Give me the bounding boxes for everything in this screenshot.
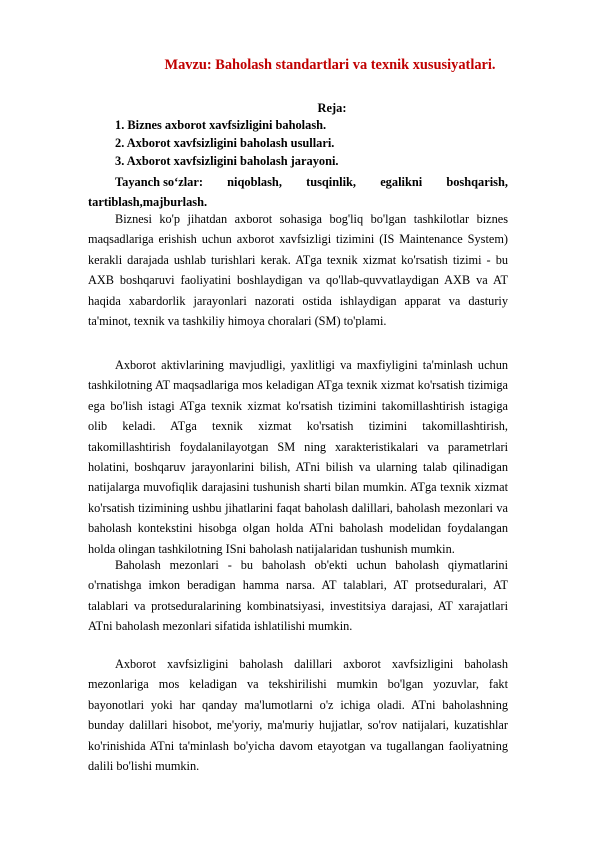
body-paragraph: Axborot aktivlarining mavjudligi, yaxlitligi va maxfiyligini ta'minlash uchun tashkilotning AT maqsadlariga mos keladigan ATga texnik xizmat ko'rsatish tizimiga ega bo'lish istagi ATga texnik xizmat ko'rsatish tizimini takomillashtirish istagiga olib keladi. ATga texnik xizmat ko'rsatish tizimini takomillashtirish, takomillashtirish foydalanilayotgan SM ning xarakteristikalari va parametrlari holatini, boshqaruv jarayonlarini bilish, ATni bilish va ularning talab qilinadigan natijalarga muvofiqlik darajasini tushunish sharti bilan mumkin. ATga texnik xizmat ko'rsatish tizimining ushbu jihatlarini faqat baholash dalillari, baholash mezonlari va baholash kontekstini hisobga olgan holda ATni baholash modelidan foydalangan holda olingan tashkilotning ISni baholash natijalaridan tushunish mumkin. [88, 358, 508, 556]
keyword: niqoblash, [227, 175, 282, 189]
keywords-block [88, 172, 508, 212]
plan-item: 3. Axborot xavfsizligini baholash jarayoni. [115, 154, 339, 168]
plan-item: 1. Biznes axborot xavfsizligini baholash. [115, 118, 327, 132]
page-title: Mavzu: Baholash standartlari va texnik xususiyatlari. [164, 57, 496, 73]
plan-heading: Reja: [317, 101, 347, 115]
body-paragraph: Biznesi ko'p jihatdan axborot sohasiga bog'liq bo'lgan tashkilotlar biznes maqsadlariga erishish uchun axborot xavfsizligi tizimini (IS Maintenance System) kerakli darajada ushlab turishlari kerak. ATga texnik xizmat ko'rsatish tizimi - bu AXB boshqaruvi faoliyatini boshlaydigan va qo'llab-quvvatlaydigan AXB va AT haqida xabardorlik jarayonlari nazorati ostida ishlaydigan apparat va dasturiy ta'minot, texnik va tashkiliy himoya choralari (SM) to'plami. [88, 212, 508, 329]
keywords-line: tartiblash,majburlash. [88, 195, 208, 209]
plan-item: 2. Axborot xavfsizligini baholash usullari. [115, 136, 335, 150]
keyword: boshqarish, [446, 175, 508, 189]
body-paragraph: Baholash mezonlari - bu baholash ob'ekti uchun baholash qiymatlarini o'rnatishga imkon beradigan hamma narsa. AT talablari, AT protseduralari, AT talablari va protseduralarining kombinatsiyasi, investitsiya darajasi, AT xarajatlari ATni baholash mezonlari sifatida ishlatilishi mumkin. [88, 558, 508, 634]
body-paragraph: Axborot xavfsizligini baholash dalillari axborot xavfsizligini baholash mezonlariga mos keladigan va tekshirilishi mumkin bo'lgan yozuvlar, fakt bayonotlari yoki har qanday ma'lumotlarni o'z ichiga oladi. ATni baholashning bunday dalillari hisobot, me'yoriy, ma'muriy hujjatlar, so'rov natijalari, kuzatishlar ko'rinishida ATni ta'minlash bo'yicha davom etayotgan va tugallangan faoliyatning dalili bo'lishi mumkin. [88, 657, 508, 774]
keywords-label: Tayanch so‘zlar: [115, 175, 203, 189]
keywords-line [88, 172, 508, 192]
keyword: tusqinlik, [306, 175, 357, 189]
keyword: egalikni [380, 175, 423, 189]
